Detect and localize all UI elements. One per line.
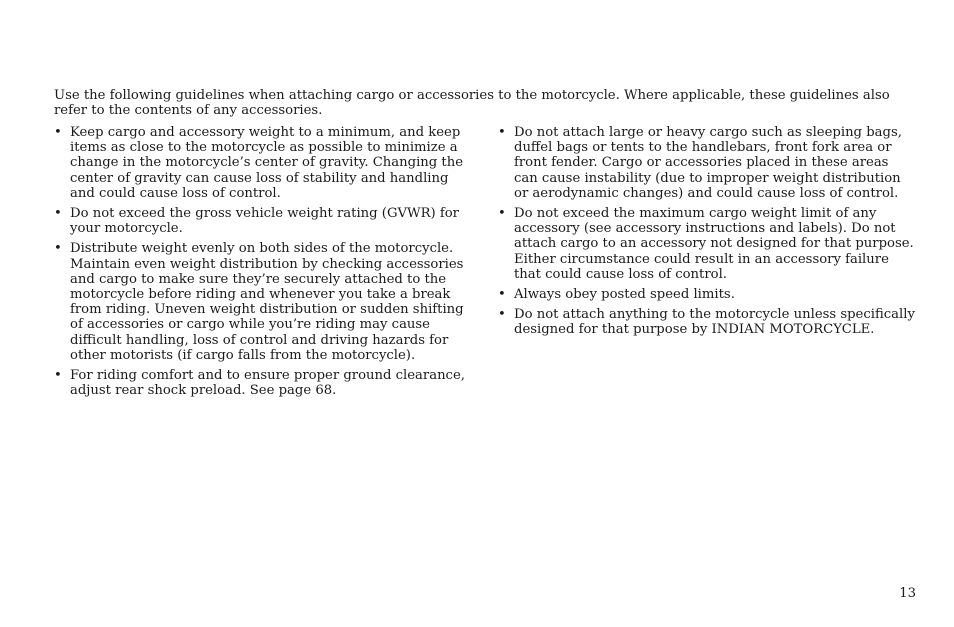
bullet-icon: • bbox=[54, 206, 62, 222]
bullet-icon: • bbox=[54, 125, 62, 140]
list-item bbox=[498, 125, 916, 201]
list-item bbox=[54, 206, 470, 236]
list-item-text: Do not attach anything to the motorcycle unless specifically designed for that purpose by INDIAN MOTORCYCLE. bbox=[514, 307, 915, 338]
bullet-icon: • bbox=[498, 307, 506, 323]
list-item-text: Do not exceed the gross vehicle weight rating (GVWR) for your motorcycle. bbox=[70, 206, 459, 237]
list-item bbox=[54, 368, 470, 398]
list-item bbox=[54, 241, 470, 363]
list-item bbox=[498, 206, 916, 282]
bullet-icon: • bbox=[498, 206, 506, 222]
bullet-icon: • bbox=[54, 241, 62, 257]
list-item-text: For riding comfort and to ensure proper ground clearance, adjust rear shock preload. See page 68. bbox=[70, 368, 465, 399]
list-item-text: Always obey posted speed limits. bbox=[514, 287, 735, 303]
bullet-icon: • bbox=[498, 287, 506, 303]
list-item bbox=[498, 307, 916, 337]
bullet-icon: • bbox=[498, 125, 506, 140]
list-item bbox=[498, 287, 916, 302]
bullet-icon: • bbox=[54, 368, 62, 384]
list-item-text: Distribute weight evenly on both sides of the motorcycle. Maintain even weight distribution by checking accessories and cargo to make sure they’re securely attached to the motorcycle before riding and whenever you take a break from riding. Uneven weight distribution or sudden shifting of accessories or cargo while you’re riding may cause difficult handling, loss of control and driving hazards for other motorists (if cargo falls from the motorcycle). bbox=[70, 241, 464, 363]
guidelines-list-left bbox=[54, 125, 470, 403]
guidelines-list-right bbox=[498, 125, 916, 343]
list-item-text: Do not attach large or heavy cargo such as sleeping bags, duffel bags or tents to the handlebars, front fork area or front fender. Cargo or accessories placed in these areas can cause instability (due to improper weight distribution or aerodynamic changes) and could cause loss of control. bbox=[514, 125, 902, 201]
intro-paragraph: Use the following guidelines when attaching cargo or accessories to the motorcycle. Where applicable, these guidelines also refer to the contents of any accessories. bbox=[54, 88, 890, 119]
list-item bbox=[54, 125, 470, 201]
list-item-text: Do not exceed the maximum cargo weight limit of any accessory (see accessory instructions and labels). Do not attach cargo to an accessory not designed for that purpose. Either circumstance could result in an accessory failure that could cause loss of control. bbox=[514, 206, 914, 282]
page-number: 13 bbox=[899, 586, 916, 601]
list-item-text: Keep cargo and accessory weight to a minimum, and keep items as close to the motorcycle as possible to minimize a change in the motorcycle’s center of gravity. Changing the center of gravity can cause loss of stability and handling and could cause loss of control. bbox=[70, 125, 464, 201]
